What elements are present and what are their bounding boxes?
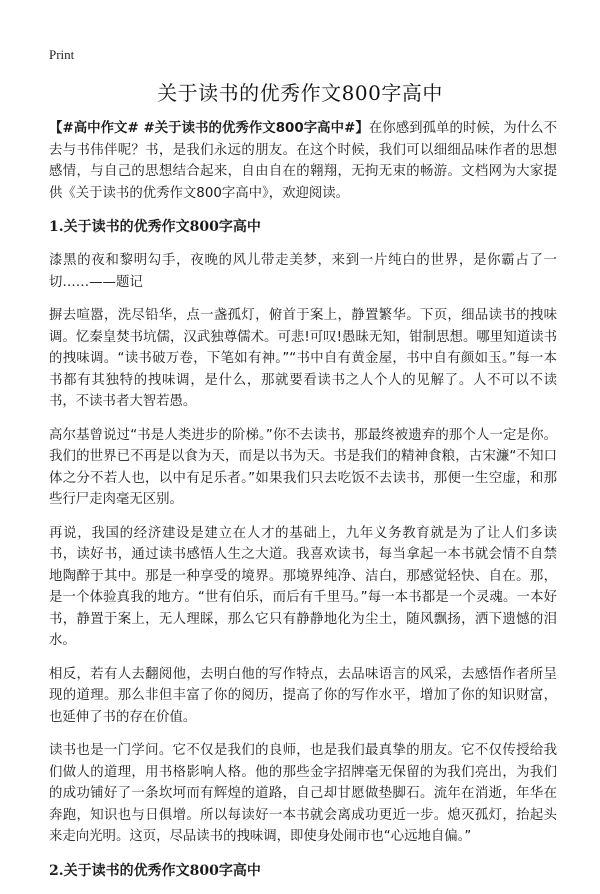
section-1-paragraph: 再说，我国的经济建设是建立在人才的基础上，九年义务教育就是为了让人们多读书，读好书，通过读书感悟人生之大道。我喜欢读书，每当拿起一本书就会情不自禁地陶醉于其中。那是一种享受的境界。那境界纯净、洁白，那感觉轻快、自在。那，是一个体验真我的地方。“世有伯乐，而后有千里马。”每一本书都是一个灵魂。一本好书，静置于案上，无人理睬，那么它只有静静地化为尘土，随风飘扬，洒下遗憾的泪水。 bbox=[49, 525, 557, 648]
section-1-paragraph: 读书也是一门学问。它不仅是我们的良师，也是我们最真挚的朋友。它不仅传授给我们做人的道理，用书格影响人格。他的那些金字招牌毫无保留的为我们亮出，为我们的成功铺好了一条坎坷而有辉煌的道路，自己却甘愿做垫脚石。流年在消逝，年华在奔跑，知识也与日俱增。所以每读好一本书就会离成功更近一步。熄灭孤灯，抬起头来走向光明。这页，尽品读书的拽味调，即使身处闹市也“心远地自偏。” bbox=[49, 743, 557, 844]
intro-paragraph bbox=[49, 118, 557, 204]
section-1-paragraph: 摒去喧嚣，洗尽铅华，点一盏孤灯，俯首于案上，静置繁华。下页，细品读书的拽味调。忆秦皇焚书坑儒，汉武独尊儒术。可悲!可叹!愚昧无知，钳制思想。哪里知道读书的拽味调。“读书破万卷，下笔如有神。”“书中自有黄金屋，书中自有颜如玉。”每一本书都有其独特的拽味调，是什么，那就要看读书之人个人的见解了。人不可以不读书，不读书者大智若愚。 bbox=[49, 308, 557, 409]
intro-text: 在你感到孤单的时候，为什么不去与书伟伴呢？书，是我们永远的朋友。在这个时候，我们可以细细品味作者的思想感情，与自己的思想结合起来，自由自在的翱翔，无拘无束的畅游。文档网为大家提供《关于读书的优秀作文800字高中》，欢迎阅读。 bbox=[49, 121, 558, 201]
section-1-paragraph: 相反，若有人去翻阅他，去明白他的写作特点，去品味语言的风采，去感悟作者所呈现的道理。那么非但丰富了你的阅历，提高了你的写作水平，增加了你的知识财富，也延伸了书的存在价值。 bbox=[49, 666, 557, 725]
section-2-heading: 2.关于读书的优秀作文800字高中 bbox=[49, 862, 261, 879]
intro-lead: 【#高中作文# #关于读书的优秀作文800字高中#】 bbox=[49, 121, 369, 136]
section-1-paragraph: 高尔基曾说过“书是人类进步的阶梯。”你不去读书，那最终被遗弃的那个人一定是你。我们的世界已不再是以食为天，而是以书为天。书是我们的精神食粮，古宋濂“不知口体之分不若人也，以中有足乐者。”如果我们只去吃饭不去读书，那便一生空虚，和那些行尸走肉毫无区别。 bbox=[49, 427, 557, 507]
print-label: Print bbox=[49, 47, 75, 62]
section-1-paragraph: 漆黑的夜和黎明勾手，夜晚的风儿带走美梦，来到一片纯白的世界，是你霸占了一切……——题记 bbox=[49, 253, 557, 290]
document-body bbox=[49, 118, 557, 894]
page-title: 关于读书的优秀作文800字高中 bbox=[157, 81, 443, 105]
section-1-heading: 1.关于读书的优秀作文800字高中 bbox=[49, 219, 261, 235]
